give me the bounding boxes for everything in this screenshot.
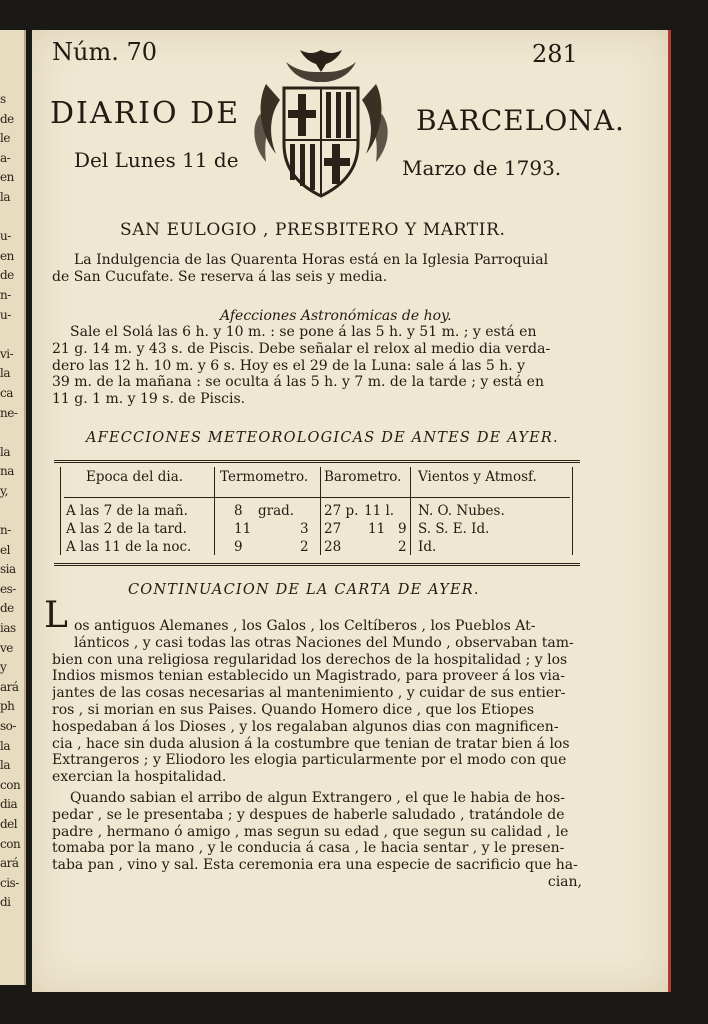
fragment-line: s: [0, 92, 6, 106]
fragment-line: con: [0, 836, 21, 851]
fragment-line: n-: [0, 287, 11, 302]
astronomical-heading: Afecciones Astronómicas de hoy.: [220, 308, 452, 324]
text-line: exercian la hospitalidad.: [52, 769, 227, 786]
astronomical-text: [52, 324, 588, 408]
fragment-line: de: [0, 111, 14, 126]
fragment-line: con: [0, 777, 21, 792]
fragment-line: cis-: [0, 875, 19, 890]
fragment-line: n-: [0, 523, 11, 538]
issue-date-left: Del Lunes 11 de: [74, 148, 239, 172]
table-cell-termo: grad.: [258, 503, 295, 519]
issue-date-right: Marzo de 1793.: [402, 156, 562, 180]
table-cell-termo: 11: [234, 521, 252, 537]
text-line: hospedaban á los Dioses , y los regalaban algunos dias con magnificen-: [52, 718, 559, 735]
text-line: pedar , se le presentaba ; y despues de haberle saludado , tratándole de: [52, 806, 565, 823]
issue-number: Núm. 70: [52, 38, 158, 66]
fragment-line: la: [0, 444, 10, 459]
adjacent-page-fragments: [0, 90, 20, 913]
fragment-line: la: [0, 189, 10, 204]
fragment-line: [0, 325, 20, 345]
indulgence-notice: [52, 252, 588, 286]
table-cell-baro: 28: [324, 539, 342, 555]
weather-table: [54, 460, 580, 566]
text-line: bien con una religiosa regularidad los derechos de la hospitalidad ; y los: [52, 651, 568, 668]
fragment-line: vi-: [0, 346, 14, 361]
fragment-line: di: [0, 895, 11, 910]
fragment-line: de: [0, 601, 14, 616]
text-line: 21 g. 14 m. y 43 s. de Piscis. Debe señalar el relox al medio dia verda-: [52, 340, 551, 357]
text-line: cian,: [547, 873, 582, 890]
fragment-line: ph: [0, 699, 15, 714]
table-cell-baro: 11: [368, 521, 386, 537]
text-line: Sale el Solá las 6 h. y 10 m. : se pone á las 5 h. y 51 m. ; y está en: [70, 324, 537, 340]
text-line: padre , hermano ó amigo , mas segun su edad , que segun su calidad , le: [52, 823, 569, 840]
page-number: 281: [532, 40, 578, 68]
table-cell-baro: 11 l.: [364, 503, 395, 519]
table-border: [572, 467, 573, 555]
fragment-line: la: [0, 758, 10, 773]
fragment-line: a-: [0, 150, 11, 165]
fragment-line: sia: [0, 562, 16, 577]
fragment-line: ará: [0, 856, 19, 871]
text-line: dero las 12 h. 10 m. y 6 s. Hoy es el 29 de la Luna: sale á las 5 h. y: [52, 357, 526, 374]
letter-paragraph-2: [52, 790, 588, 891]
text-line: 39 m. de la mañana : se oculta á las 5 h. y 7 m. de la tarde ; y está en: [52, 374, 544, 391]
table-cell-baro: 9: [398, 521, 407, 537]
table-border: [60, 467, 61, 555]
fragment-line: de: [0, 268, 14, 283]
letter-paragraph-1: [52, 618, 588, 786]
newspaper-page: [32, 30, 671, 992]
fragment-line: en: [0, 170, 14, 185]
table-cell-vientos: N. O. Nubes.: [418, 503, 505, 519]
text-line: 11 g. 1 m. y 19 s. de Piscis.: [52, 391, 246, 408]
saint-of-the-day: SAN EULOGIO , PRESBITERO Y MARTIR.: [120, 220, 506, 240]
column-header-vientos: Vientos y Atmosf.: [418, 469, 537, 485]
text-line: Quando sabian el arribo de algun Extrangero , el que le habia de hos-: [70, 790, 566, 806]
fragment-line: la: [0, 366, 10, 381]
table-cell-vientos: Id.: [418, 539, 437, 555]
masthead-title-right: BARCELONA.: [416, 104, 625, 137]
table-cell-termo: 9: [234, 539, 243, 555]
weather-heading: AFECCIONES METEOROLOGICAS DE ANTES DE AYER.: [86, 430, 559, 446]
table-cell-baro: 27 p.: [324, 503, 359, 519]
text-line: Indios mismos tenian establecido un Magistrado, para proveer á los via-: [52, 668, 565, 685]
table-cell-termo: 3: [300, 521, 309, 537]
fragment-line: ca: [0, 385, 13, 400]
column-header-termometro: Termometro.: [220, 469, 309, 485]
text-line: jantes de las cosas necesarias al mantenimiento , y cuidar de sus entier-: [52, 685, 566, 702]
fragment-line: la: [0, 738, 10, 753]
fragment-line: u-: [0, 307, 11, 322]
table-divider: [320, 467, 321, 555]
fragment-line: y: [0, 660, 7, 675]
table-cell-vientos: S. S. E. Id.: [418, 521, 490, 537]
text-line: tomaba por la mano , y le conducia á casa , le hacia sentar , y le presen-: [52, 840, 565, 857]
fragment-line: so-: [0, 719, 16, 733]
masthead-title-left: DIARIO DE: [50, 96, 241, 131]
table-cell-termo: 2: [300, 539, 309, 555]
fragment-line: del: [0, 816, 18, 831]
fragment-line: [0, 208, 20, 228]
table-cell-epoca: A las 7 de la mañ.: [66, 503, 188, 519]
table-cell-baro: 2: [398, 539, 407, 555]
fragment-line: es-: [0, 581, 16, 596]
fragment-line: el: [0, 542, 10, 557]
text-line: ros , si morian en sus Paises. Quando Homero dice , que los Etiopes: [52, 701, 535, 718]
fragment-line: y,: [0, 483, 8, 498]
text-line: cia , hace sin duda alusion á la costumbre que tenian de tratar bien á los: [52, 735, 570, 752]
letter-heading: CONTINUACION DE LA CARTA DE AYER.: [128, 582, 480, 598]
fragment-line: le: [0, 131, 10, 146]
fragment-line: u-: [0, 229, 11, 244]
text-line: Extrangeros ; y Eliodoro les elogia particularmente por el modo con que: [52, 752, 567, 769]
drop-cap: L: [44, 595, 68, 636]
fragment-line: [0, 501, 20, 521]
text-line: os antiguos Alemanes , los Galos , los Celtíberos , los Pueblos At-: [74, 618, 536, 634]
table-cell-epoca: A las 11 de la noc.: [66, 539, 192, 555]
table-divider: [214, 467, 215, 555]
column-header-barometro: Barometro.: [324, 469, 402, 485]
table-cell-epoca: A las 2 de la tard.: [66, 521, 187, 537]
text-line: taba pan , vino y sal. Esta ceremonia era una especie de sacrificio que ha-: [52, 857, 578, 874]
fragment-line: [0, 423, 20, 443]
adjacent-page-edge: [0, 30, 26, 985]
fragment-line: ará: [0, 679, 19, 694]
fragment-line: ne-: [0, 405, 18, 420]
table-cell-baro: 27: [324, 521, 342, 537]
table-cell-termo: 8: [234, 503, 243, 519]
table-divider: [410, 467, 411, 555]
fragment-line: dia: [0, 797, 18, 812]
fragment-line: ve: [0, 640, 13, 655]
column-header-epoca: Epoca del dia.: [86, 469, 184, 485]
text-line: de San Cucufate. Se reserva á las seis y media.: [52, 268, 388, 285]
fragment-line: en: [0, 248, 14, 263]
text-line: lánticos , y casi todas las otras Naciones del Mundo , observaban tam-: [74, 634, 574, 651]
table-header-rule: [64, 497, 570, 498]
text-line: La Indulgencia de las Quarenta Horas está en la Iglesia Parroquial: [74, 252, 549, 268]
fragment-line: ias: [0, 621, 16, 636]
fragment-line: na: [0, 464, 14, 479]
coat-of-arms-icon: [246, 44, 396, 204]
